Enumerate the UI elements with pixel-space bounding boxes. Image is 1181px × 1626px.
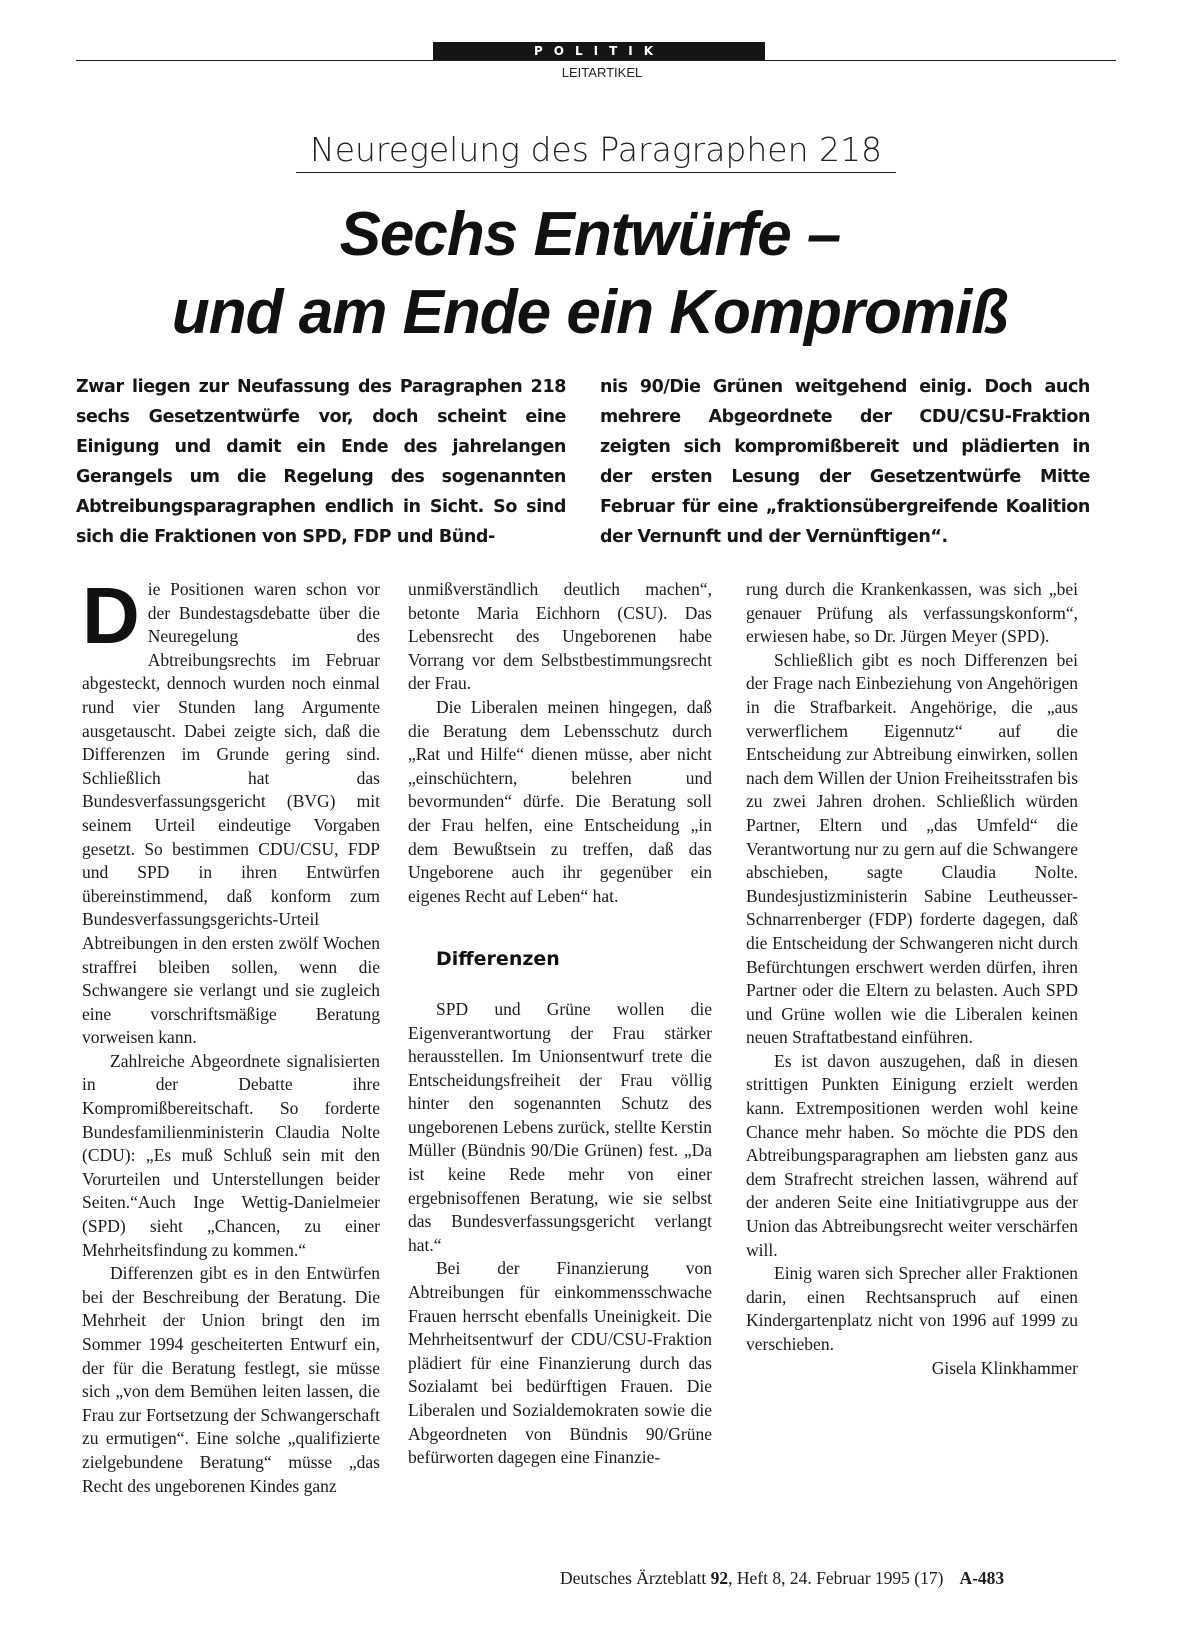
header-rule [76,60,1116,61]
paragraph: SPD und Grüne wollen die Eigenverantwortung der Frau stärker herausstellen. Im Unionsentwurf trete die Entscheidungsfreiheit der Frau völlig hinter den sogenannten Schutz des ungeborenen Lebens zurück, stellte Kerstin Müller (Bündnis 90/Die Grünen) fest. „Da ist keine Rede mehr von einer ergebnisoffenen Beratung, wie sie selbst das Bundesverfassungsgericht verlangt hat.“ [408,998,712,1255]
body-column-2 [408,578,712,1470]
paragraph: Es ist davon auszugehen, daß in diesen strittigen Punkten Einigung erzielt werden kann. Extrempositionen werden wohl keine Chance mehr haben. So möchte die PDS den Abtreibungsparagraphen am liebsten ganz aus dem Strafrecht streichen lassen, während auf der anderen Seite eine Initiativgruppe aus der Union das Abtreibungsrecht weiter verschärfen will. [746,1050,1078,1260]
section-label: POLITIK [433,42,765,60]
headline-line-1: Sechs Entwürfe – [339,200,841,269]
paragraph: Die Liberalen meinen hingegen, daß die Beratung dem Lebensschutz durch „Rat und Hilfe“ dienen müsse, aber nicht „einschüchtern, belehren und bevormunden“ dürfe. Die Beratung soll der Frau helfen, eine Entscheidung „in dem Bewußtsein zu treffen, daß das Ungeborene auch ihr gegenüber ein eigenes Recht auf Leben“ hat. [408,696,712,906]
paragraph: Zahlreiche Abgeordnete signalisierten in der Debatte ihre Kompromißbereitschaft. So forderte Bundesfamilienministerin Claudia Nolte (CDU): „Es muß Schluß sein mit den Vorurteilen und Unterstellungen beider Seiten.“Auch Inge Wettig-Danielmeier (SPD) sieht „Chancen, zu einer Mehrheitsfindung zu kommen.“ [82,1050,380,1260]
page-footer [560,1568,1082,1589]
paragraph: unmißverständlich deutlich machen“, betonte Maria Eichhorn (CSU). Das Lebensrecht des Ungeborenen habe Vorrang vor dem Selbstbestimmungsrecht der Frau. [408,579,712,694]
page-number: A-483 [959,1568,1005,1588]
lead-paragraph-right: nis 90/Die Grünen weitgehend einig. Doch auch mehrere Abgeordnete der CDU/CSU-Fraktion zeigten sich kompromißbereit und plädierten in der ersten Lesung der Gesetzentwürfe Mitte Februar für eine „fraktionsübergreifende Koalition der Vernunft und der Vernünftigen“. [600,377,1090,547]
paragraph: Differenzen gibt es in den Entwürfen bei der Beschreibung der Beratung. Die Mehrheit der Union bringt den im Sommer 1994 gescheiterten Entwurf ein, der für die Beratung festlegt, sie müsse sich „von dem Bemühen leiten lassen, die Frau zur Fortsetzung der Schwangerschaft zu ermutigen“. Eine solche „qualifizierte zielgebundene Beratung“ müsse „das Recht des ungeborenen Kindes ganz [82,1263,380,1496]
issue-info: , Heft 8, 24. Februar 1995 (17) [728,1568,944,1588]
paragraph: Einig waren sich Sprecher aller Fraktionen darin, einen Rechtsanspruch auf einen Kindergartenplatz nicht von 1996 auf 1999 zu verschieben. [746,1263,1078,1354]
subsection-label: LEITARTIKEL [561,65,643,80]
journal-name: Deutsches Ärzteblatt [560,1568,711,1588]
paragraph: rung durch die Krankenkassen, was sich „bei genauer Prüfung als verfassungskonform“, erwiesen habe, so Dr. Jürgen Meyer (SPD). [746,579,1078,647]
article-headline [100,196,1080,352]
drop-cap: D [82,571,140,660]
body-column-1 [82,571,380,1498]
lead-paragraph-left: Zwar liegen zur Neufassung des Paragraphen 218 sechs Gesetzentwürfe vor, doch scheint eine Einigung und damit ein Ende des jahrelangen Gerangels um die Regelung des sogenannten Abtreibungsparagraphen endlich in Sicht. So sind sich die Fraktionen von SPD, FDP und Bünd- [76,377,566,547]
paragraph: Schließlich gibt es noch Differenzen bei der Frage nach Einbeziehung von Angehörigen in die Strafbarkeit. Angehörige, die „aus verwerflichem Eigennutz“ auf die Entscheidung zur Abtreibung einwirken, sollen nach dem Willen der Union Freiheitsstrafen bis zu zwei Jahren drohen. Schließlich würden Partner, Eltern und „das Umfeld“ die Verantwortung nur zu gern auf die Schwangere abschieben, sagte Claudia Nolte. Bundesjustizministerin Sabine Leutheusser-Schnarrenberger (FDP) forderte dagegen, daß die Entscheidung der Schwangeren nicht durch Befürchtungen erschwert werden dürfen, ihren Partner oder die Eltern zu belasten. Auch SPD und Grüne wollen wie die Liberalen keinen neuen Straftatbestand einführen. [746,649,1078,1048]
body-column-3 [746,578,1078,1380]
section-subheading: Differenzen [436,948,560,971]
headline-line-2: und am Ende ein Kompromiß [171,278,1009,347]
paragraph: Bei der Finanzierung von Abtreibungen für einkommensschwache Frauen herrscht ebenfalls Uneinigkeit. Die Mehrheitsentwurf der CDU/CSU-Fraktion plädiert für eine Finanzierung durch das Sozialamt bei bedürftigen Frauen. Die Liberalen und Sozialdemokraten sowie die Abgeordneten von Bündnis 90/Grüne befürworten dagegen eine Finanzie- [408,1258,712,1468]
article-kicker: Neuregelung des Paragraphen 218 [296,128,896,173]
author-byline: Gisela Klinkhammer [931,1357,1078,1378]
volume-number: 92 [710,1568,729,1588]
paragraph: ie Positionen waren schon vor der Bundestagsdebatte über die Neuregelung des Abtreibungsrechts im Februar abgesteckt, dennoch wurden noch einmal rund vier Stunden lang Argumente ausgetauscht. Dabei zeigte sich, daß die Differenzen im Grunde gering sind. Schließlich hat das Bundesverfassungsgericht (BVG) mit seinem Urteil eindeutige Vorgaben gesetzt. So bestimmen CDU/CSU, FDP und SPD in ihren Entwürfen übereinstimmend, daß konform zum Bundesverfassungsgerichts-Urteil Abtreibungen in den ersten zwölf Wochen straffrei bleiben sollen, wenn die Schwangere sie verlangt und sie zugleich eine vorschriftsmäßige Beratung vorweisen kann. [82,579,380,1048]
